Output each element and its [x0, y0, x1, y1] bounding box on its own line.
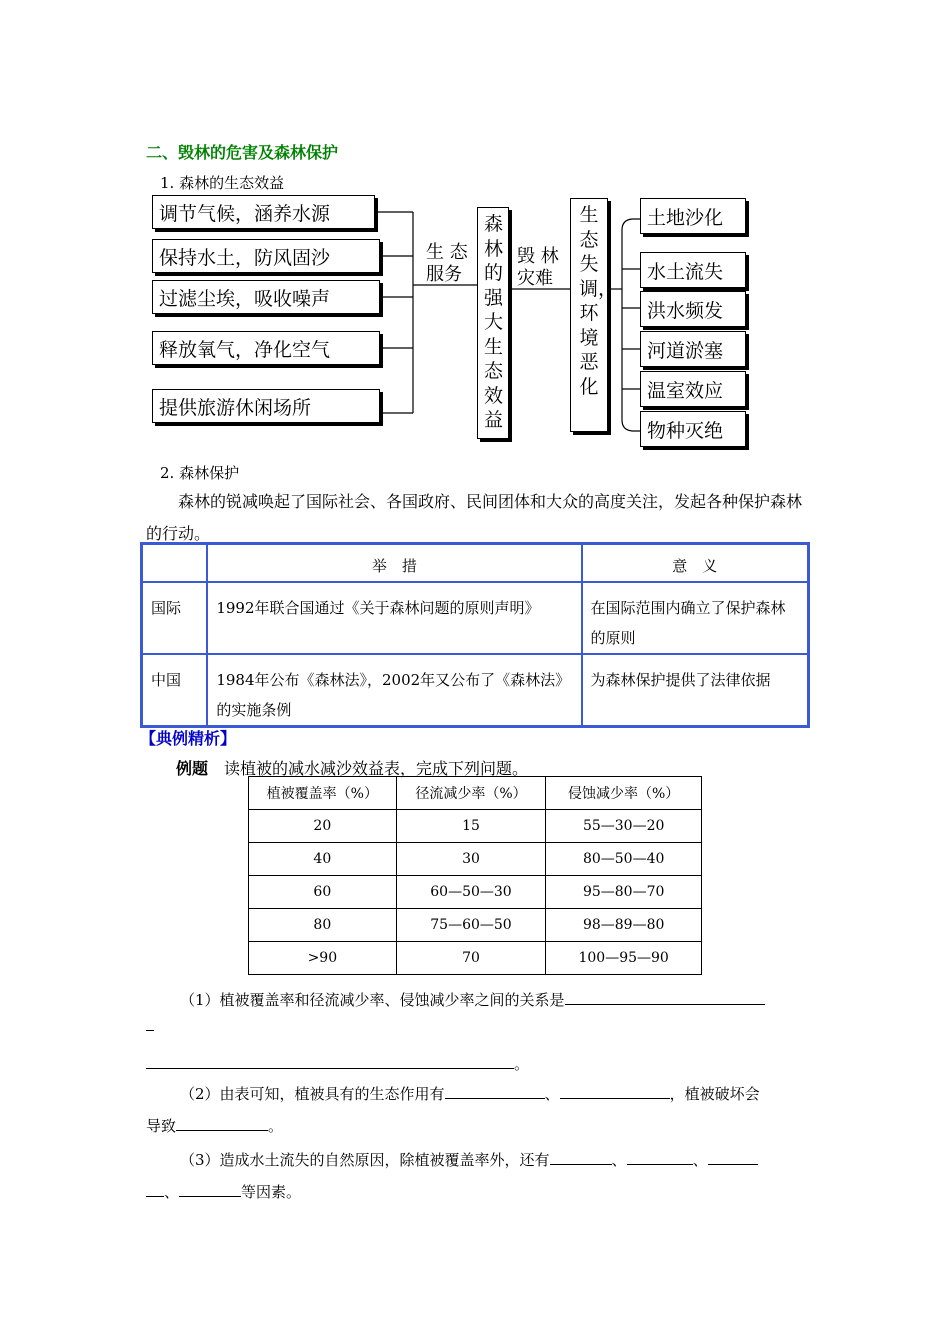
disaster-box-5: 温室效应 — [640, 371, 746, 407]
table-cell: 30 — [396, 843, 546, 876]
disaster-box-6: 物种灭绝 — [640, 411, 746, 447]
table-cell: 15 — [396, 810, 546, 843]
vegetation-header-runoff: 径流减少率（%） — [396, 777, 546, 810]
answer-blank-2b[interactable] — [560, 1082, 670, 1099]
service-label: 生 态 服务 — [426, 242, 468, 285]
answer-blank-2a[interactable] — [445, 1082, 545, 1099]
benefit-box-2: 保持水土，防风固沙 — [152, 239, 380, 273]
question-1-end: 。 — [514, 1055, 530, 1073]
section-title: 二、毁林的危害及森林保护 — [146, 143, 339, 162]
table-cell: 100—95—90 — [546, 942, 702, 975]
protection-header-empty — [142, 544, 208, 583]
question-2-text-b: ，植被破坏会 — [669, 1085, 760, 1103]
disaster-box-2: 水土流失 — [640, 252, 746, 288]
protection-row-international-meaning: 在国际范围内确立了保护森林的原则 — [582, 582, 809, 654]
question-1-continuation — [146, 1014, 154, 1035]
vegetation-table — [248, 776, 702, 975]
answer-blank-1a[interactable] — [565, 988, 765, 1005]
question-2-line2 — [146, 1114, 283, 1136]
question-3-separator: 、 — [692, 1151, 708, 1169]
table-cell: 20 — [249, 810, 397, 843]
benefit-box-4: 释放氧气，净化空气 — [152, 331, 380, 365]
answer-blank-2c[interactable] — [176, 1114, 268, 1131]
question-3-text: （3）造成水土流失的自然原因，除植被覆盖率外，还有 — [180, 1151, 550, 1169]
imbalance-box: 生态失调，环境恶化 — [570, 198, 608, 432]
question-1 — [180, 988, 765, 1010]
disaster-label: 毁 林 灾难 — [517, 246, 559, 289]
table-cell: 80 — [249, 909, 397, 942]
answer-blank-3a[interactable] — [550, 1148, 612, 1165]
table-cell: 55—30—20 — [546, 810, 702, 843]
answer-blank-3d[interactable] — [179, 1180, 241, 1197]
example-heading: 【典例精析】 — [140, 729, 237, 748]
question-1-text: （1）植被覆盖率和径流减少率、侵蚀减少率之间的关系是 — [180, 991, 565, 1009]
answer-blank-3b[interactable] — [627, 1148, 693, 1165]
table-cell: 95—80—70 — [546, 876, 702, 909]
table-cell: 98—89—80 — [546, 909, 702, 942]
protection-row-china-measure: 1984年公布《森林法》，2002年又公布了《森林法》的实施条例 — [207, 654, 581, 727]
question-3-end: 等因素。 — [241, 1183, 302, 1201]
table-cell: 40 — [249, 843, 397, 876]
table-cell: 70 — [396, 942, 546, 975]
vegetation-header-coverage: 植被覆盖率（%） — [249, 777, 397, 810]
table-cell: 75—60—50 — [396, 909, 546, 942]
vegetation-header-erosion: 侵蚀减少率（%） — [546, 777, 702, 810]
example-text: 读植被的减水减沙效益表，完成下列问题。 — [224, 759, 529, 778]
question-3 — [180, 1148, 758, 1170]
benefit-box-5: 提供旅游休闲场所 — [152, 389, 380, 423]
question-2-text-c: 导致 — [146, 1117, 177, 1135]
answer-blank-1b[interactable] — [146, 1014, 154, 1031]
question-3-separator: 、 — [164, 1183, 180, 1201]
question-2 — [180, 1082, 760, 1104]
table-cell: 60 — [249, 876, 397, 909]
diagram-connectors — [0, 0, 950, 460]
benefit-box-3: 过滤尘埃，吸收噪声 — [152, 280, 380, 314]
protection-header-meaning: 意 义 — [582, 544, 809, 583]
protection-table — [140, 542, 810, 728]
example-label: 例题 — [176, 759, 209, 778]
protection-row-china-label: 中国 — [142, 654, 208, 727]
protection-row-international-measure: 1992年联合国通过《关于森林问题的原则声明》 — [207, 582, 581, 654]
answer-blank-3c[interactable] — [708, 1148, 758, 1165]
question-2-end: 。 — [268, 1117, 284, 1135]
question-3-separator: 、 — [611, 1151, 627, 1169]
table-cell: 80—50—40 — [546, 843, 702, 876]
table-cell: >90 — [249, 942, 397, 975]
benefit-box-1: 调节气候，涵养水源 — [152, 195, 375, 229]
protection-header-measure: 举 措 — [207, 544, 581, 583]
intro-paragraph: 森林的锐减唤起了国际社会、各国政府、民间团体和大众的高度关注，发起各种保护森林的行动。 — [146, 492, 803, 543]
center-benefit-box: 森林的强大生态效益 — [477, 207, 509, 439]
subsection-1-title: 1. 森林的生态效益 — [160, 174, 285, 192]
question-3-line2 — [146, 1180, 301, 1202]
answer-blank-1c[interactable] — [146, 1052, 514, 1069]
subsection-2-title: 2. 森林保护 — [160, 464, 240, 482]
question-1-line3 — [146, 1052, 529, 1074]
table-cell: 60—50—30 — [396, 876, 546, 909]
disaster-box-1: 土地沙化 — [640, 198, 746, 234]
protection-row-china-meaning: 为森林保护提供了法律依据 — [582, 654, 809, 727]
answer-blank-3c-cont[interactable] — [146, 1180, 164, 1197]
question-2-text: （2）由表可知，植被具有的生态作用有 — [180, 1085, 445, 1103]
question-2-separator: 、 — [544, 1085, 560, 1103]
disaster-box-4: 河道淤塞 — [640, 331, 746, 367]
protection-row-international-label: 国际 — [142, 582, 208, 654]
disaster-box-3: 洪水频发 — [640, 291, 746, 327]
